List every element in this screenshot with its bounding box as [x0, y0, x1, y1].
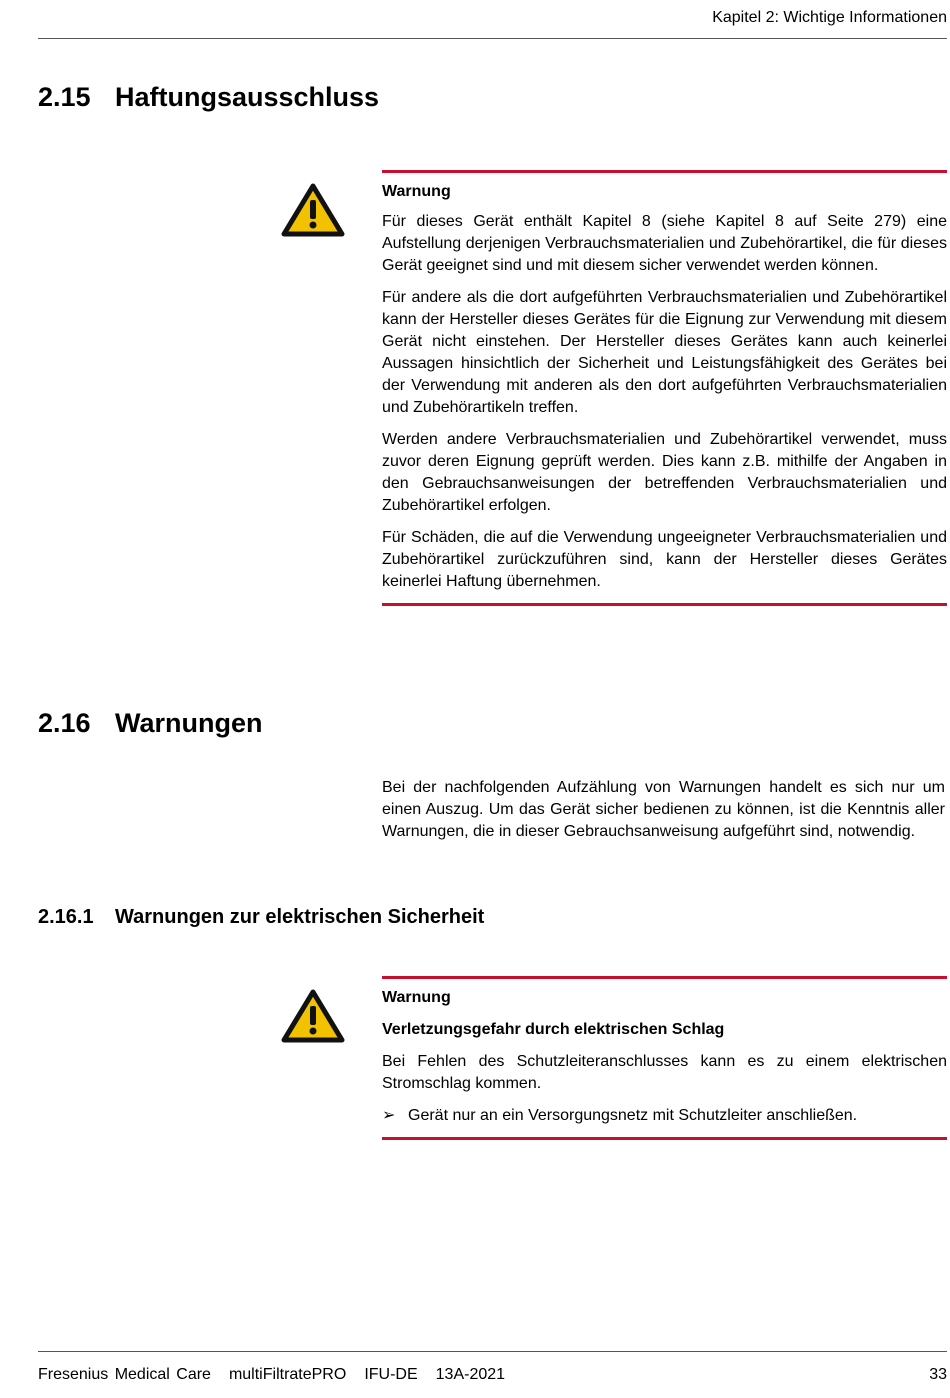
footer-product: multiFiltratePRO: [228, 1366, 347, 1383]
warning-paragraph: Für Schäden, die auf die Verwendung ungeeigneter Verbrauchsmaterialien und Zubehörartikel zurückzuführen sind, kann der Hersteller dieses Gerätes keinerlei Haftung übernehmen.: [382, 529, 947, 590]
footer-company: Fresenius Medical Care: [38, 1366, 211, 1383]
section-title: Warnungen: [115, 708, 263, 738]
subsection-title: Warnungen zur elektrischen Sicherheit: [115, 906, 485, 928]
page-number: 33: [929, 1366, 947, 1383]
warning-box-disclaimer: [382, 170, 947, 606]
arrow-right-icon: ➢: [382, 1107, 396, 1124]
subsection-number: 2.16.1: [38, 906, 94, 928]
warning-bottom-rule: [382, 1137, 947, 1140]
warning-triangle-icon: [280, 182, 346, 238]
warning-paragraph: Für dieses Gerät enthält Kapitel 8 (siehe Kapitel 8 auf Seite 279) eine Aufstellung derjenigen Verbrauchsmaterialien und Zubehörartikel, die für dieses Gerät geeignet sind und mit diesem sicher verwendet werden können.: [382, 213, 947, 274]
section-title: Haftungsausschluss: [115, 82, 380, 112]
warning-label: Warnung: [382, 989, 451, 1006]
header-divider: [38, 38, 947, 39]
action-step: [382, 1105, 947, 1127]
warning-paragraph: Werden andere Verbrauchsmaterialien und Zubehörartikel verwendet, muss zuvor deren Eignung geprüft werden. Dies kann z.B. mithilfe der Angaben in den Gebrauchsanweisungen der betreffenden Verbrauchsmaterialien und Zubehörartikel erfolgen.: [382, 431, 947, 514]
section-intro: Bei der nachfolgenden Aufzählung von Warnungen handelt es sich nur um einen Auszug. Um das Gerät sicher bedienen zu können, ist die Kenntnis aller Warnungen, die in dieser Gebrauchsanweisung aufgeführt sind, notwendig.: [382, 779, 945, 840]
warning-label: Warnung: [382, 183, 451, 200]
chapter-header: Kapitel 2: Wichtige Informationen: [712, 9, 947, 26]
action-step-text: Gerät nur an ein Versorgungsnetz mit Schutzleiter anschließen.: [408, 1107, 858, 1124]
warning-top-rule: [382, 170, 947, 173]
footer-divider: [38, 1351, 947, 1352]
footer-version: 13A-2021: [435, 1366, 506, 1383]
footer-doc: IFU-DE: [364, 1366, 418, 1383]
warning-subheading: Verletzungsgefahr durch elektrischen Schlag: [382, 1021, 725, 1038]
section-number: 2.16: [38, 708, 91, 738]
footer-info: [38, 1366, 523, 1384]
warning-bottom-rule: [382, 603, 947, 606]
section-number: 2.15: [38, 82, 91, 112]
warning-top-rule: [382, 976, 947, 979]
warning-paragraph: Bei Fehlen des Schutzleiteranschlusses kann es zu einem elektrischen Stromschlag kommen.: [382, 1053, 947, 1092]
warning-paragraph: Für andere als die dort aufgeführten Verbrauchsmaterialien und Zubehörartikel kann der Hersteller dieses Gerätes für die Eignung zur Verwendung mit diesem Gerät nicht einstehen. Der Hersteller dieses Gerätes kann auch keinerlei Aussagen hinsichtlich der Sicherheit und Leistungsfähigkeit des Gerätes bei der Verwendung mit anderen als den dort aufgeführten Verbrauchsmaterialien und Zubehörartikeln treffen.: [382, 289, 947, 416]
warning-box-electrical: [382, 976, 947, 1140]
warning-triangle-icon: [280, 988, 346, 1044]
section-heading-2-16: [38, 708, 263, 739]
section-heading-2-15: [38, 82, 379, 113]
subsection-heading-2-16-1: [38, 906, 484, 929]
